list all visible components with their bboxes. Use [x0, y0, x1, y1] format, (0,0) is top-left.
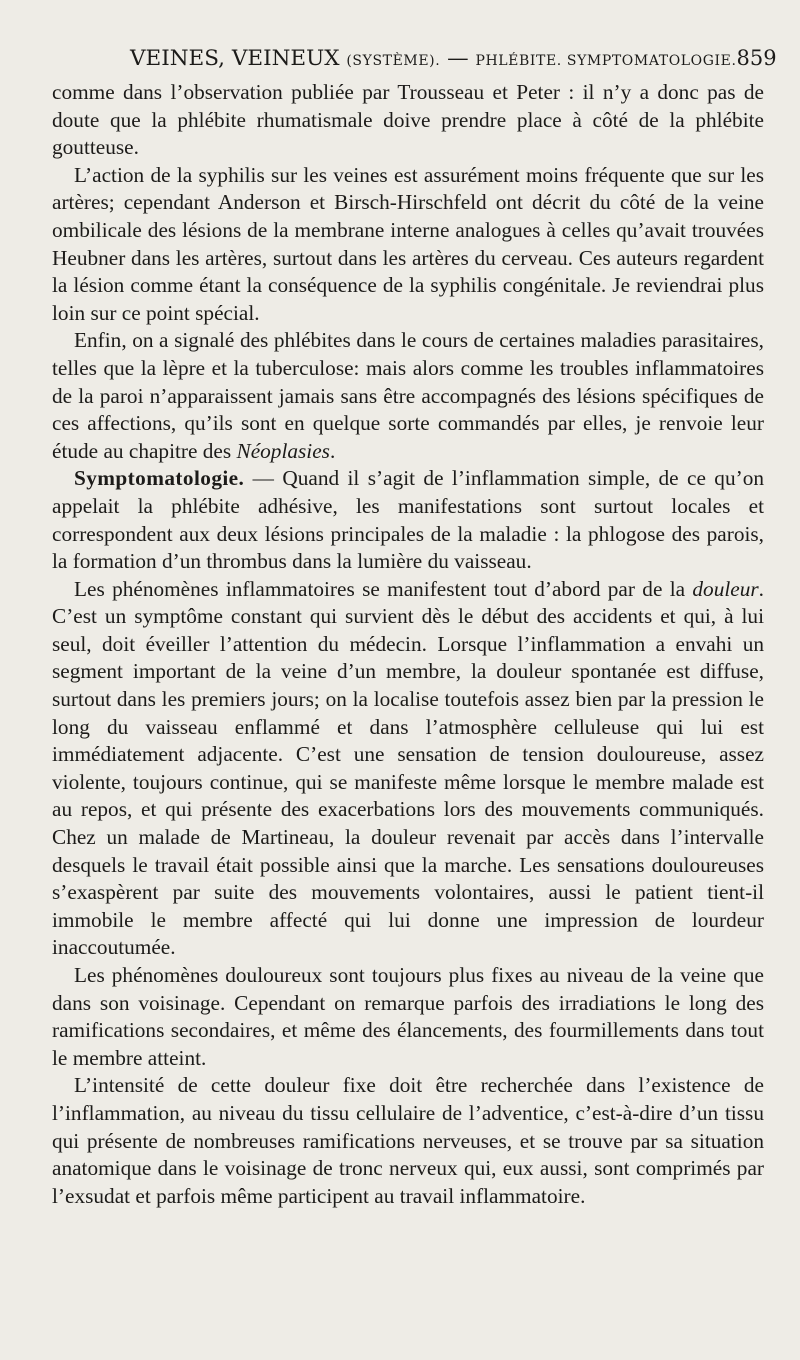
paragraph-3 [52, 327, 764, 465]
italic-term: Néoplasies [236, 438, 330, 463]
running-head-section: PHLÉBITE. SYMPTOMATOLOGIE. [475, 53, 737, 69]
running-head-dash: — [447, 46, 469, 71]
paragraph-5 [52, 576, 764, 962]
page-number: 859 [736, 46, 777, 70]
paragraph-7 [52, 1072, 764, 1210]
section-runin-heading: Symptomatologie. [74, 466, 245, 491]
paragraph-text: L’intensité de cette douleur fixe doit être recherchée dans l’existence de l’inflammation, au niveau du tissu cellulaire de l’adventice, c’est-à-dire d’un tissu qui présente de nombreuses ramifications nerveuses, et se trouve par sa situation anatomique dans le voisinage de tronc nerveux qui, eux aussi, sont comprimés par l’exsudat et parfois même participent au travail inflammatoire. [52, 1073, 764, 1208]
paragraph-6 [52, 962, 764, 1072]
italic-term: douleur [692, 576, 759, 601]
paragraph-text: — Quand il s’agit de l’inflammation simple, de ce qu’on appelait la phlébite adhésive, les manifestations sont surtout locales et correspondent aux deux lésions principales de la maladie : la phlogose des parois, la formation d’un thrombus dans la lumière du vaisseau. [52, 466, 764, 574]
paragraph-text: comme dans l’observation publiée par Trousseau et Peter : il n’y a donc pas de doute que la phlébite rhumatismale doive prendre place à côté de la phlébite goutteuse. [52, 80, 764, 160]
paragraph-text: Les phénomènes inflammatoires se manifestent tout d’abord par de la [74, 576, 693, 601]
paragraph-2 [52, 162, 764, 328]
paragraph-text: . C’est un symptôme constant qui survient dès le début des accidents et qui, à lui seul, doit éveiller l’attention du médecin. Lorsque l’inflammation a envahi un segment important de la veine d’un membre, la douleur spontanée est diffuse, surtout dans les premiers jours; on la localise toutefois assez bien par la pression le long du vaisseau enflammé et dans l’atmosphère celluleuse qui lui est immédiatement adjacente. C’est une sensation de tension douloureuse, assez violente, toujours continue, qui se manifeste même lorsque le membre malade est au repos, et qui présente des exacerbations lors des mouvements communiqués. Chez un malade de Martineau, la douleur revenait par accès dans l’intervalle desquels le travail était possible ainsi que la marche. Les sensations douloureuses s’exaspèrent par suite des mouvements volontaires, aussi le patient tient-il immobile le membre affecté qui lui donne une impression de lourdeur inaccoutumée. [52, 576, 764, 960]
paragraph-text: . [329, 438, 336, 463]
paragraph-1 [52, 79, 764, 162]
running-head-title [130, 45, 737, 75]
body-text [52, 79, 764, 1210]
running-head-small: (SYSTÈME). [346, 53, 441, 69]
running-head-main: VEINES, VEINEUX [130, 46, 340, 71]
paragraph-text: L’action de la syphilis sur les veines est assurément moins fréquente que sur les artères; cependant Anderson et Birsch-Hirschfeld ont décrit du côté de la veine ombilicale des lésions de la membrane interne analogues à celles qu’avait trouvées Heubner dans les artères, surtout dans les artères du cerveau. Ces auteurs regardent la lésion comme étant la conséquence de la syphilis congénitale. Je reviendrai plus loin sur ce point spécial. [52, 162, 764, 325]
paragraph-4 [52, 465, 764, 575]
paragraph-text: Les phénomènes douloureux sont toujours plus fixes au niveau de la veine que dans son voisinage. Cependant on remarque parfois des irradiations le long des ramifications secondaires, et même des élancements, des fourmillements dans tout le membre atteint. [52, 963, 764, 1070]
paragraph-text: Enfin, on a signalé des phlébites dans le cours de certaines maladies parasitaires, telles que la lèpre et la tuberculose: mais alors comme les troubles inflammatoires de la paroi n’apparaissent jamais sans être accompagnés des lésions spécifiques de ces affections, qu’ils sont en quelque sorte commandés par elles, je renvoie leur étude au chapitre des [52, 328, 764, 463]
running-head [52, 44, 777, 75]
